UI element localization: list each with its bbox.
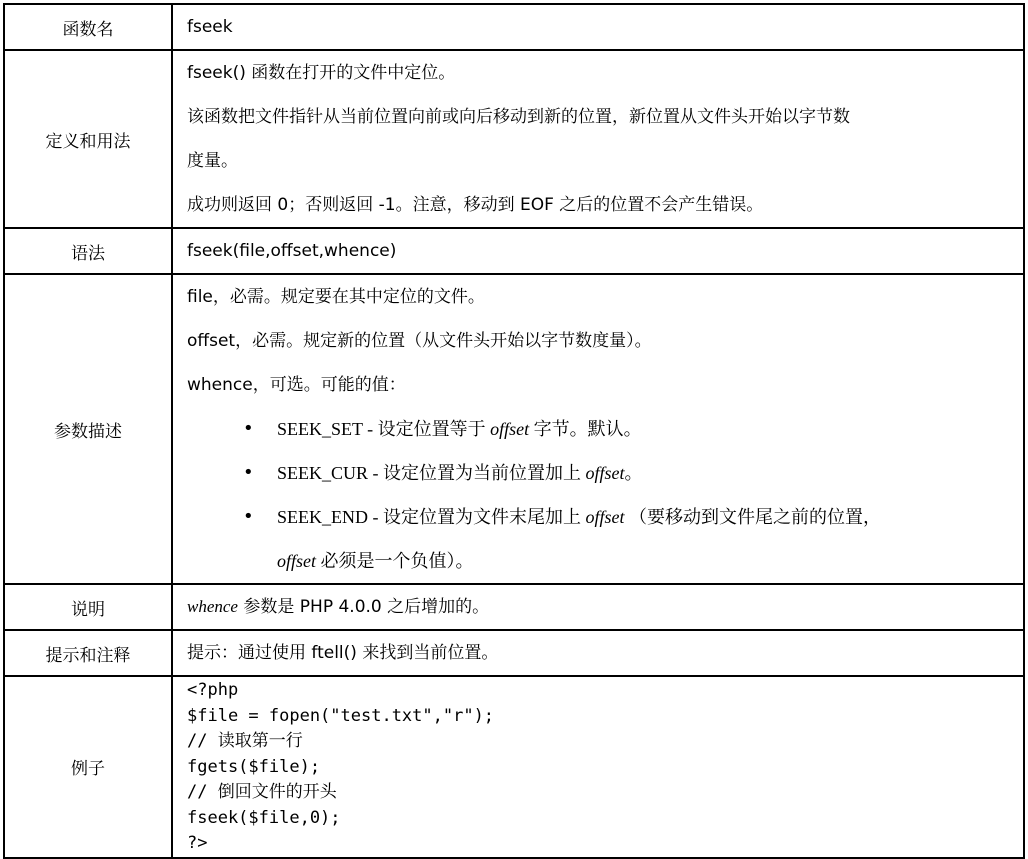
bullet-item: [187, 495, 1015, 539]
bullet-emphasis: offset: [490, 419, 530, 439]
label-function-name: 函数名: [4, 4, 172, 50]
bullet-dot: •: [243, 418, 254, 439]
bullet-text: SEEK_SET - 设定位置等于: [277, 419, 491, 439]
syntax-text: fseek(file,offset,whence): [187, 241, 397, 261]
notes-emphasis: whence: [187, 597, 238, 616]
row-syntax: [4, 228, 1024, 274]
code-line: ?>: [187, 833, 208, 853]
row-definition: [4, 50, 1024, 228]
bullet-text: SEEK_CUR - 设定位置为当前位置加上: [277, 463, 586, 483]
bullet-item: [187, 407, 1015, 451]
param-line: file，必需。规定要在其中定位的文件。: [187, 287, 485, 307]
definition-line: 成功则返回 0；否则返回 -1。注意，移动到 EOF 之后的位置不会产生错误。: [187, 195, 764, 215]
bullet-text: 。: [624, 463, 643, 483]
label-tips: 提示和注释: [4, 630, 172, 676]
bullet-text: 字节。默认。: [529, 419, 642, 439]
label-example: 例子: [4, 676, 172, 858]
row-params: [4, 274, 1024, 584]
code-line: <?php: [187, 680, 239, 700]
param-line: whence，可选。可能的值：: [187, 375, 406, 395]
function-reference-table: [3, 3, 1025, 859]
label-params: 参数描述: [4, 274, 172, 584]
code-line: // 倒回文件的开头: [187, 782, 337, 802]
notes-body: 参数是 PHP 4.0.0 之后增加的。: [237, 597, 490, 617]
definition-line: 该函数把文件指针从当前位置向前或向后移动到新的位置，新位置从文件头开始以字节数: [187, 107, 850, 127]
notes-text: [187, 585, 1015, 629]
definition-line: 度量。: [187, 151, 238, 171]
value-function-name: [172, 4, 1024, 50]
bullet-text: 必须是一个负值）。: [316, 551, 474, 571]
code-line: fgets($file);: [187, 756, 321, 777]
value-tips: [172, 630, 1024, 676]
value-example: [172, 676, 1024, 858]
code-line: $file = fopen("test.txt","r");: [187, 705, 495, 726]
definition-line: fseek() 函数在打开的文件中定位。: [187, 63, 456, 83]
code-line: fseek($file,0);: [187, 807, 341, 828]
row-notes: [4, 584, 1024, 630]
value-params: [172, 274, 1024, 584]
bullet-text: （要移动到文件尾之前的位置，: [624, 507, 881, 527]
label-syntax: 语法: [4, 228, 172, 274]
row-example: [4, 676, 1024, 858]
bullet-emphasis: offset: [277, 551, 316, 571]
code-line: // 读取第一行: [187, 731, 303, 751]
code-block: [187, 677, 1015, 857]
tips-text: 提示：通过使用 ftell() 来找到当前位置。: [187, 643, 499, 663]
value-notes: [172, 584, 1024, 630]
label-notes: 说明: [4, 584, 172, 630]
function-name-text: fseek: [187, 17, 233, 37]
bullet-continuation: [187, 539, 1015, 583]
label-definition: 定义和用法: [4, 50, 172, 228]
value-definition: [172, 50, 1024, 228]
bullet-dot: •: [243, 506, 254, 527]
bullet-text: SEEK_END - 设定位置为文件末尾加上: [277, 507, 586, 527]
row-function-name: [4, 4, 1024, 50]
bullet-item: [187, 451, 1015, 495]
value-syntax: [172, 228, 1024, 274]
param-line: offset，必需。规定新的位置（从文件头开始以字节数度量）。: [187, 331, 652, 351]
bullet-emphasis: offset: [585, 463, 625, 483]
bullet-dot: •: [243, 462, 254, 483]
bullet-emphasis: offset: [585, 507, 625, 527]
row-tips: [4, 630, 1024, 676]
